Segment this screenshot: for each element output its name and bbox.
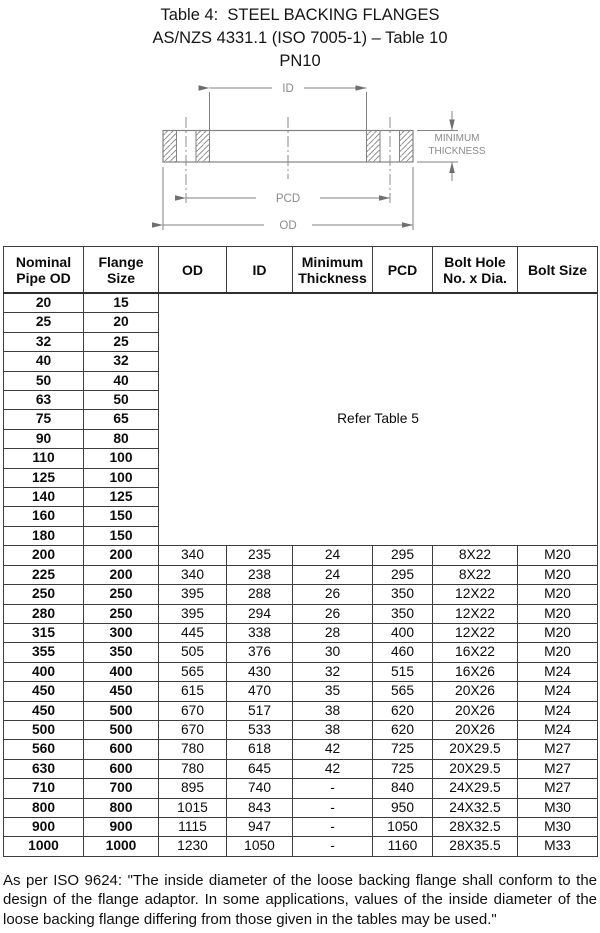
table-cell: 16X26	[433, 662, 518, 681]
table-cell: -	[293, 817, 373, 836]
table-cell: 300	[84, 623, 159, 642]
table-cell: 950	[373, 798, 433, 817]
col-header-flange-size: Flange Size	[84, 247, 159, 294]
table-cell: 670	[159, 720, 227, 739]
col-header-bolt-size: Bolt Size	[518, 247, 598, 294]
table-cell: 110	[4, 449, 84, 468]
table-cell: 725	[373, 740, 433, 759]
table-cell: 340	[159, 565, 227, 584]
table-cell: 250	[4, 585, 84, 604]
header-row	[4, 247, 598, 294]
table-cell: 20X26	[433, 682, 518, 701]
table-cell: 40	[84, 371, 159, 390]
table-cell: 8X22	[433, 546, 518, 565]
footer-note: As per ISO 9624: "The inside diameter of the loose backing flange shall conform to the design of the flange adaptor. In some applications, values of the inside diameter of the loose backing flange differing from those given in the tables may be used."	[3, 871, 597, 928]
table-cell: 42	[293, 759, 373, 778]
table-cell: M33	[518, 837, 598, 856]
table-cell: 28X32.5	[433, 817, 518, 836]
table-cell: 700	[84, 779, 159, 798]
title-block	[0, 0, 600, 73]
table-cell: 450	[84, 682, 159, 701]
table-cell: 710	[4, 779, 84, 798]
table-row	[4, 682, 598, 701]
table-cell: 20	[84, 313, 159, 332]
table-row	[4, 740, 598, 759]
table-cell: 395	[159, 585, 227, 604]
table-cell: 38	[293, 720, 373, 739]
table-cell: 340	[159, 546, 227, 565]
table-cell: 294	[227, 604, 293, 623]
table-cell: 450	[4, 701, 84, 720]
table-row	[4, 662, 598, 681]
table-row	[4, 759, 598, 778]
table-cell: 618	[227, 740, 293, 759]
table-cell: 505	[159, 643, 227, 662]
table-cell: M20	[518, 546, 598, 565]
table-cell: 125	[84, 488, 159, 507]
table-cell: 225	[4, 565, 84, 584]
table-cell: 65	[84, 410, 159, 429]
table-cell: 355	[4, 643, 84, 662]
col-header-od: OD	[159, 247, 227, 294]
table-cell: 26	[293, 585, 373, 604]
col-header-pcd: PCD	[373, 247, 433, 294]
flange-table	[3, 246, 598, 857]
table-cell: 20X29.5	[433, 759, 518, 778]
table-cell: 40	[4, 352, 84, 371]
table-cell: 24X32.5	[433, 798, 518, 817]
table-cell: 565	[373, 682, 433, 701]
table-cell: M30	[518, 798, 598, 817]
table-row	[4, 623, 598, 642]
col-header-id: ID	[227, 247, 293, 294]
table-cell: 670	[159, 701, 227, 720]
table-cell: 900	[4, 817, 84, 836]
table-cell: 180	[4, 526, 84, 545]
table-cell: 200	[84, 565, 159, 584]
table-cell: 24	[293, 546, 373, 565]
table-cell: 1050	[373, 817, 433, 836]
standard-reference: AS/NZS 4331.1 (ISO 7005-1) – Table 10	[152, 29, 448, 47]
table-cell: 20	[4, 293, 84, 313]
table-cell: 620	[373, 701, 433, 720]
table-cell: 100	[84, 449, 159, 468]
table-row	[4, 546, 598, 565]
table-cell: 238	[227, 565, 293, 584]
table-cell: 200	[4, 546, 84, 565]
table-cell: 900	[84, 817, 159, 836]
table-cell: 75	[4, 410, 84, 429]
table-cell: 350	[373, 585, 433, 604]
table-cell: 295	[373, 546, 433, 565]
table-cell: M20	[518, 623, 598, 642]
table-cell: 25	[4, 313, 84, 332]
table-cell: M24	[518, 720, 598, 739]
table-row	[4, 817, 598, 836]
table-cell: 840	[373, 779, 433, 798]
table-row	[4, 798, 598, 817]
table-cell: 338	[227, 623, 293, 642]
table-cell: 947	[227, 817, 293, 836]
table-cell: 100	[84, 468, 159, 487]
table-cell: 620	[373, 720, 433, 739]
table-cell: -	[293, 837, 373, 856]
table-cell: 376	[227, 643, 293, 662]
table-cell: 288	[227, 585, 293, 604]
table-cell: -	[293, 798, 373, 817]
table-cell: 500	[84, 720, 159, 739]
table-cell: 24X29.5	[433, 779, 518, 798]
table-cell: 1015	[159, 798, 227, 817]
table-cell: 250	[84, 604, 159, 623]
table-cell: 1050	[227, 837, 293, 856]
table-cell: 1000	[4, 837, 84, 856]
table-cell: 235	[227, 546, 293, 565]
table-row	[4, 720, 598, 739]
table-cell: M20	[518, 604, 598, 623]
table-cell: 600	[84, 740, 159, 759]
table-cell: 350	[84, 643, 159, 662]
table-cell: 140	[4, 488, 84, 507]
table-cell: 32	[84, 352, 159, 371]
table-cell: M20	[518, 585, 598, 604]
table-cell: 50	[4, 371, 84, 390]
table-cell: 533	[227, 720, 293, 739]
table-cell: 615	[159, 682, 227, 701]
table-cell: 20X26	[433, 720, 518, 739]
table-cell: 32	[4, 332, 84, 351]
table-cell: 38	[293, 701, 373, 720]
table-cell: 25	[84, 332, 159, 351]
table-cell: 20X26	[433, 701, 518, 720]
table-row	[4, 779, 598, 798]
table-cell: 12X22	[433, 585, 518, 604]
pressure-rating: PN10	[279, 52, 321, 70]
table-cell: 1230	[159, 837, 227, 856]
table-row	[4, 604, 598, 623]
table-cell: 560	[4, 740, 84, 759]
centerlines	[186, 117, 390, 203]
table-cell: 24	[293, 565, 373, 584]
table-cell: 350	[373, 604, 433, 623]
table-cell: 35	[293, 682, 373, 701]
table-cell: 28	[293, 623, 373, 642]
table-cell: M20	[518, 643, 598, 662]
table-cell: 500	[4, 720, 84, 739]
table-cell: 780	[159, 759, 227, 778]
table-cell: 725	[373, 759, 433, 778]
table-cell: 50	[84, 391, 159, 410]
table-cell: 20X29.5	[433, 740, 518, 759]
table-cell: 63	[4, 391, 84, 410]
table-cell: 400	[84, 662, 159, 681]
pcd-dimension-label: PCD	[275, 193, 301, 205]
table-cell: 80	[84, 429, 159, 448]
table-cell: 150	[84, 507, 159, 526]
page-title: Table 4: STEEL BACKING FLANGES	[160, 6, 440, 24]
table-cell: 280	[4, 604, 84, 623]
table-cell: 460	[373, 643, 433, 662]
table-cell: 600	[84, 759, 159, 778]
table-cell: 1160	[373, 837, 433, 856]
table-cell: M27	[518, 740, 598, 759]
table-row	[4, 293, 598, 313]
table-cell: 16X22	[433, 643, 518, 662]
table-cell: 90	[4, 429, 84, 448]
table-row	[4, 565, 598, 584]
table-cell: 26	[293, 604, 373, 623]
table-cell: M27	[518, 779, 598, 798]
table-cell: M20	[518, 565, 598, 584]
table-cell: 150	[84, 526, 159, 545]
table-cell: 895	[159, 779, 227, 798]
table-cell: 843	[227, 798, 293, 817]
table-cell: 15	[84, 293, 159, 313]
table-cell: M24	[518, 682, 598, 701]
od-dimension-label: OD	[279, 220, 297, 232]
table-cell: 445	[159, 623, 227, 642]
table-cell: 470	[227, 682, 293, 701]
table-cell: 8X22	[433, 565, 518, 584]
table-cell: 28X35.5	[433, 837, 518, 856]
table-cell: 200	[84, 546, 159, 565]
table-row	[4, 837, 598, 856]
table-cell: 630	[4, 759, 84, 778]
table-cell: 125	[4, 468, 84, 487]
table-cell: 400	[4, 662, 84, 681]
table-cell: 12X22	[433, 604, 518, 623]
table-cell: 42	[293, 740, 373, 759]
table-cell: 565	[159, 662, 227, 681]
table-cell: M30	[518, 817, 598, 836]
col-header-bolt-hole: Bolt Hole No. x Dia.	[433, 247, 518, 294]
table-cell: 517	[227, 701, 293, 720]
table-cell: M24	[518, 701, 598, 720]
table-cell: M27	[518, 759, 598, 778]
table-cell: 740	[227, 779, 293, 798]
table-row	[4, 585, 598, 604]
table-cell: 12X22	[433, 623, 518, 642]
table-cell: -	[293, 779, 373, 798]
min-thickness-label-line1: MINIMUM	[434, 133, 480, 144]
table-cell: 315	[4, 623, 84, 642]
table-cell: 30	[293, 643, 373, 662]
table-cell: 800	[84, 798, 159, 817]
table-cell: 400	[373, 623, 433, 642]
table-cell: 295	[373, 565, 433, 584]
table-cell: 32	[293, 662, 373, 681]
table-cell: 450	[4, 682, 84, 701]
flange-table-body	[4, 293, 598, 856]
table-row	[4, 643, 598, 662]
flange-drawing	[0, 73, 600, 241]
table-cell: 515	[373, 662, 433, 681]
table-cell: M24	[518, 662, 598, 681]
table-row	[4, 701, 598, 720]
table-cell: 800	[4, 798, 84, 817]
table-cell: 250	[84, 585, 159, 604]
col-header-min-thickness: Minimum Thickness	[293, 247, 373, 294]
table-cell: 645	[227, 759, 293, 778]
table-cell: 1000	[84, 837, 159, 856]
min-thickness-label-line2: THICKNESS	[428, 146, 486, 157]
table-cell: 780	[159, 740, 227, 759]
table-cell: 395	[159, 604, 227, 623]
id-dimension-label: ID	[282, 83, 294, 95]
table-cell: 1115	[159, 817, 227, 836]
refer-table5-cell: Refer Table 5	[159, 293, 598, 546]
table-cell: 160	[4, 507, 84, 526]
table-cell: 430	[227, 662, 293, 681]
flange-table-header	[4, 247, 598, 294]
table-cell: 500	[84, 701, 159, 720]
col-header-nominal-pipe-od: Nominal Pipe OD	[4, 247, 84, 294]
flange-drawing-container	[0, 73, 600, 241]
